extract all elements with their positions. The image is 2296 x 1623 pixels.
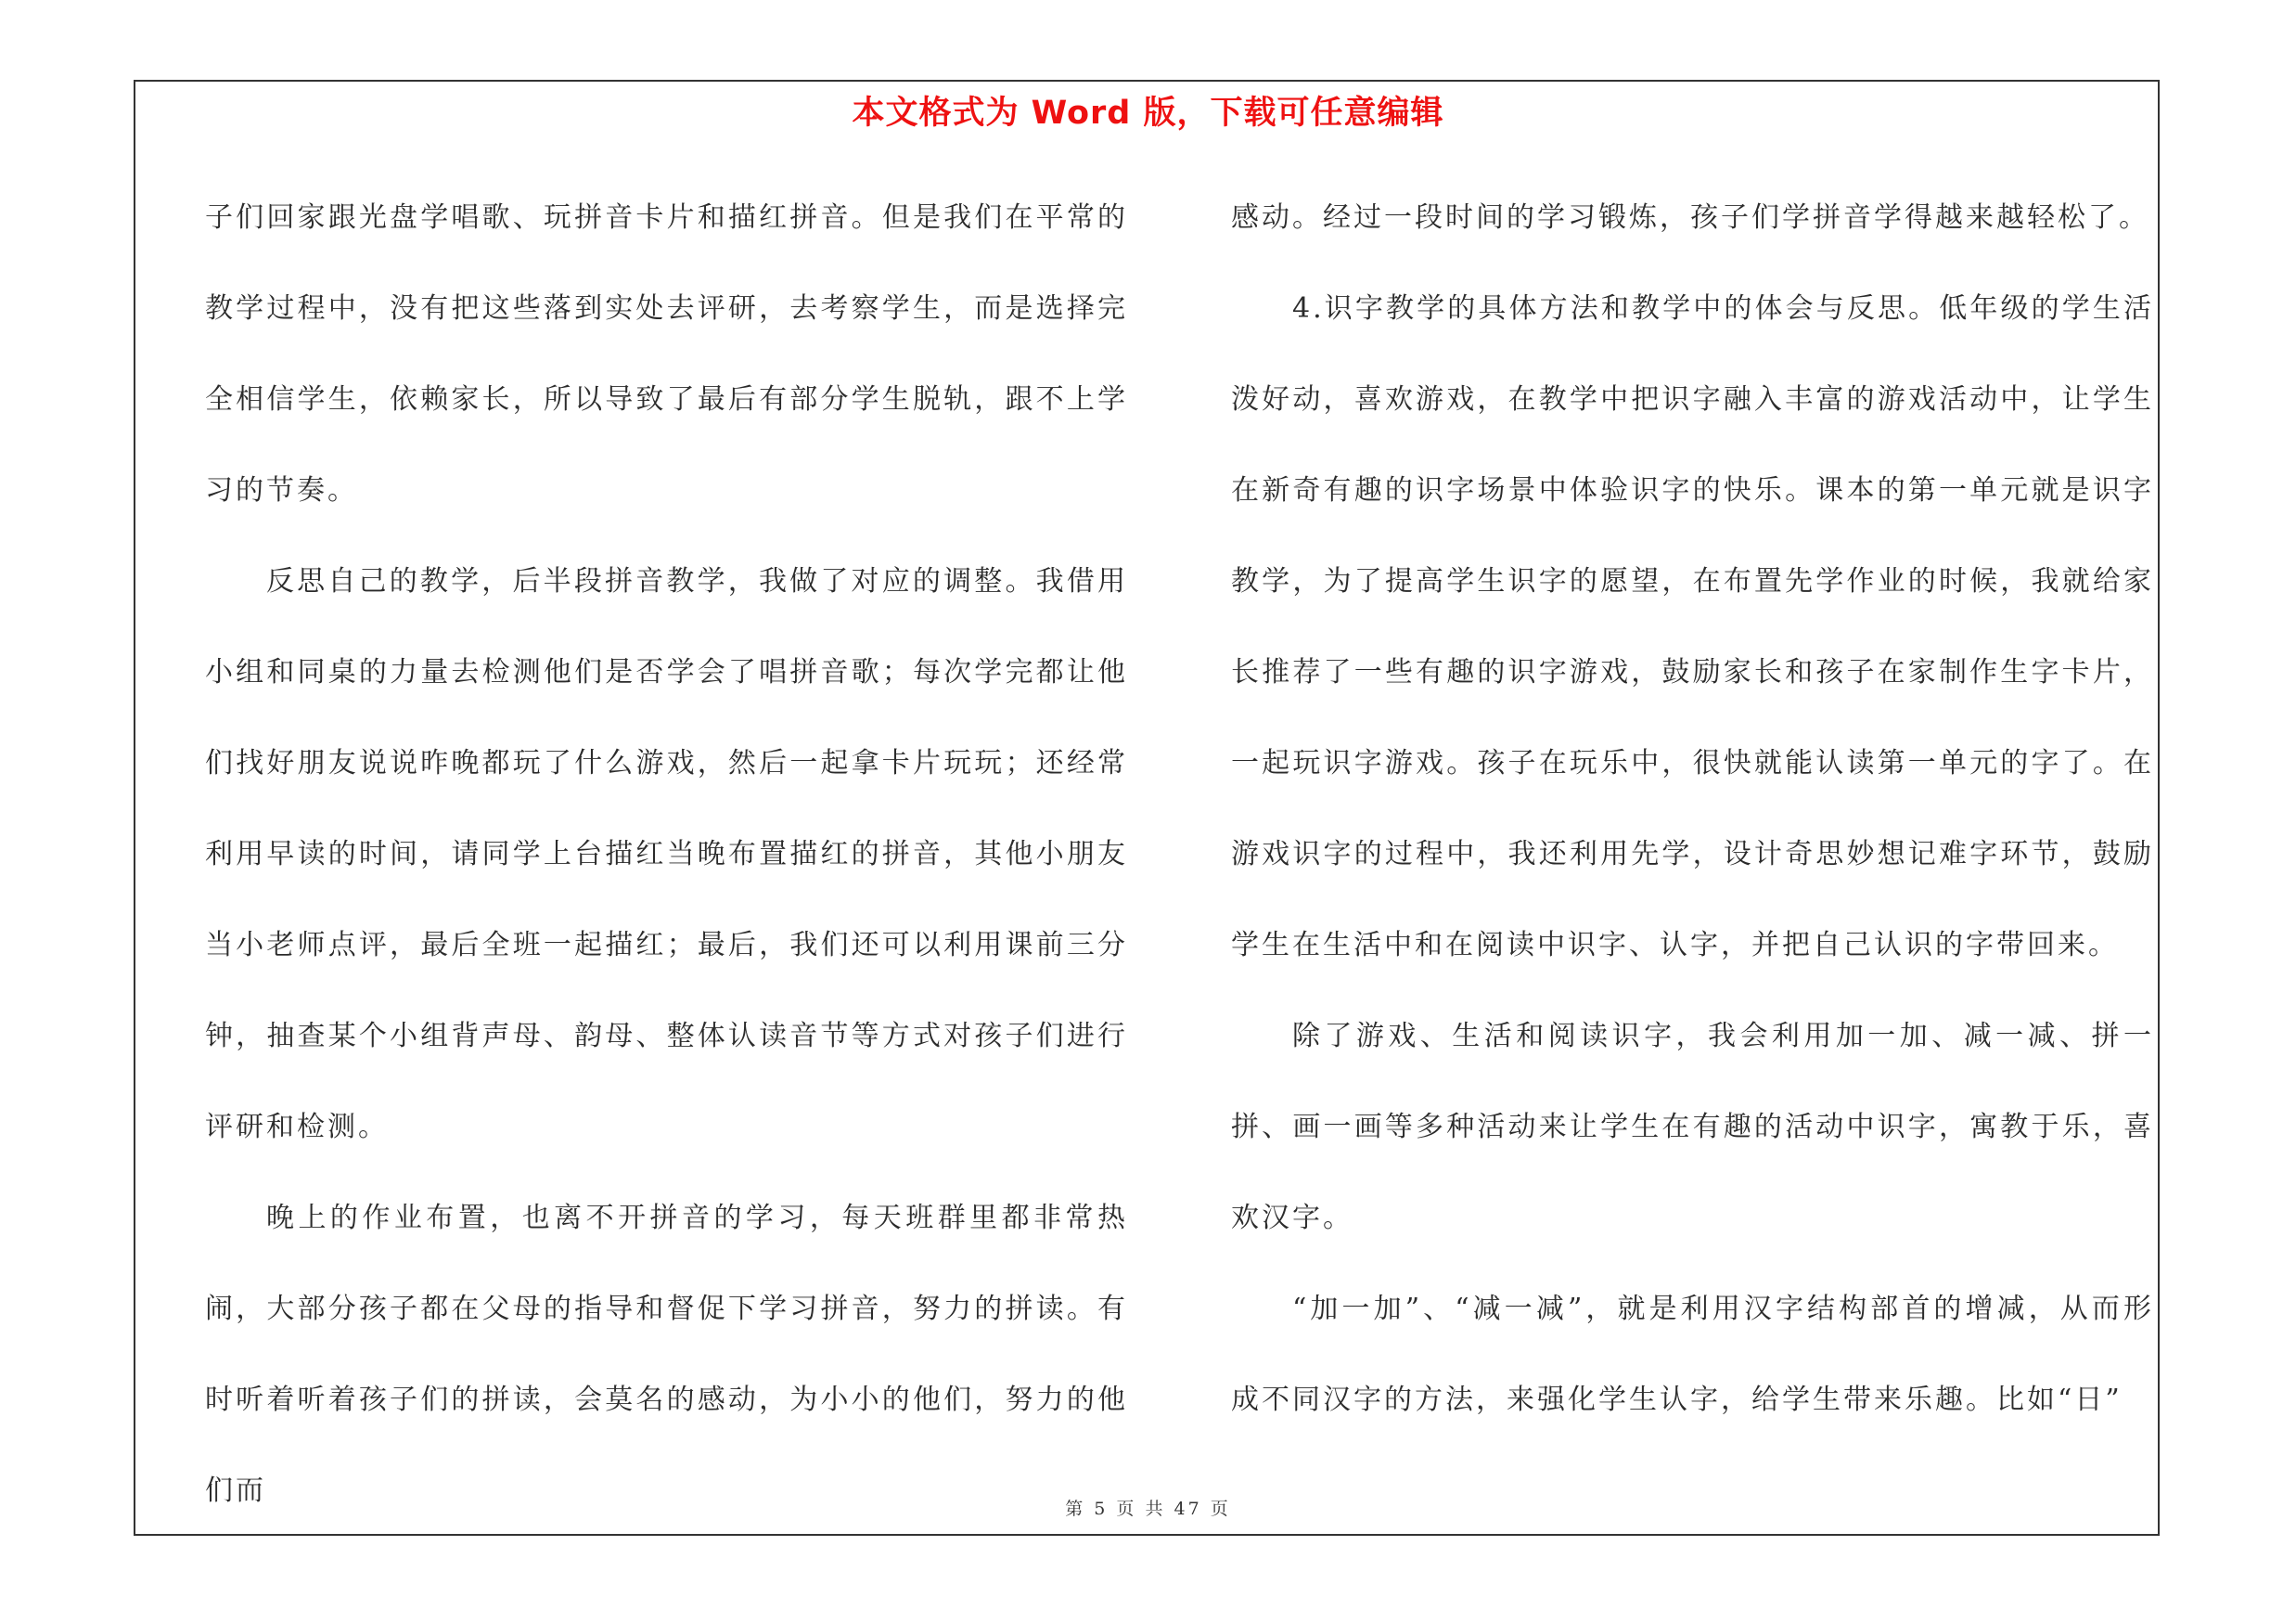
paragraph: 晚上的作业布置，也离不开拼音的学习，每天班群里都非常热闹，大部分孩子都在父母的指导和督促下学习拼音，努力的拼读。有时听着听着孩子们的拼读，会莫名的感动，为小小的他们，努力的他们而 [205,1202,1128,1507]
paragraph: 反思自己的教学，后半段拼音教学，我做了对应的调整。我借用小组和同桌的力量去检测他们是否学会了唱拼音歌；每次学完都让他们找好朋友说说昨晚都玩了什么游戏，然后一起拿卡片玩玩；还经常利用早读的时间，请同学上台描红当晚布置描红的拼音，其他小朋友当小老师点评，最后全班一起描红；最后，我们还可以利用课前三分钟，抽查某个小组背声母、韵母、整体认读音节等方式对孩子们进行评研和检测。 [205,565,1128,1143]
left-column [205,173,1128,1537]
right-column [1231,173,2154,1446]
paragraph: “加一加”、“减一减”，就是利用汉字结构部首的增减，从而形成不同汉字的方法，来强化学生认字，给学生带来乐趣。比如“日” [1231,1293,2154,1416]
paragraph-continued: 感动。经过一段时间的学习锻炼，孩子们学拼音学得越来越轻松了。 [1231,201,2149,234]
paragraph-continued: 子们回家跟光盘学唱歌、玩拼音卡片和描红拼音。但是我们在平常的教学过程中，没有把这些落到实处去评研，去考察学生，而是选择完全相信学生，依赖家长，所以导致了最后有部分学生脱轨，跟不上学习的节奏。 [205,201,1128,507]
paragraph: 4.识字教学的具体方法和教学中的体会与反思。低年级的学生活泼好动，喜欢游戏，在教学中把识字融入丰富的游戏活动中，让学生在新奇有趣的识字场景中体验识字的快乐。课本的第一单元就是识字教学，为了提高学生识字的愿望，在布置先学作业的时候，我就给家长推荐了一些有趣的识字游戏，鼓励家长和孩子在家制作生字卡片，一起玩识字游戏。孩子在玩乐中，很快就能认读第一单元的字了。在游戏识字的过程中，我还利用先学，设计奇思妙想记难字环节，鼓励学生在生活中和在阅读中识字、认字，并把自己认识的字带回来。 [1231,292,2154,961]
format-banner: 本文格式为 Word 版，下载可任意编辑 [852,95,1444,132]
paragraph: 除了游戏、生活和阅读识字，我会利用加一加、减一减、拼一拼、画一画等多种活动来让学生在有趣的活动中识字，寓教于乐，喜欢汉字。 [1231,1020,2154,1234]
page-number: 第 5 页 共 47 页 [1065,1499,1231,1519]
